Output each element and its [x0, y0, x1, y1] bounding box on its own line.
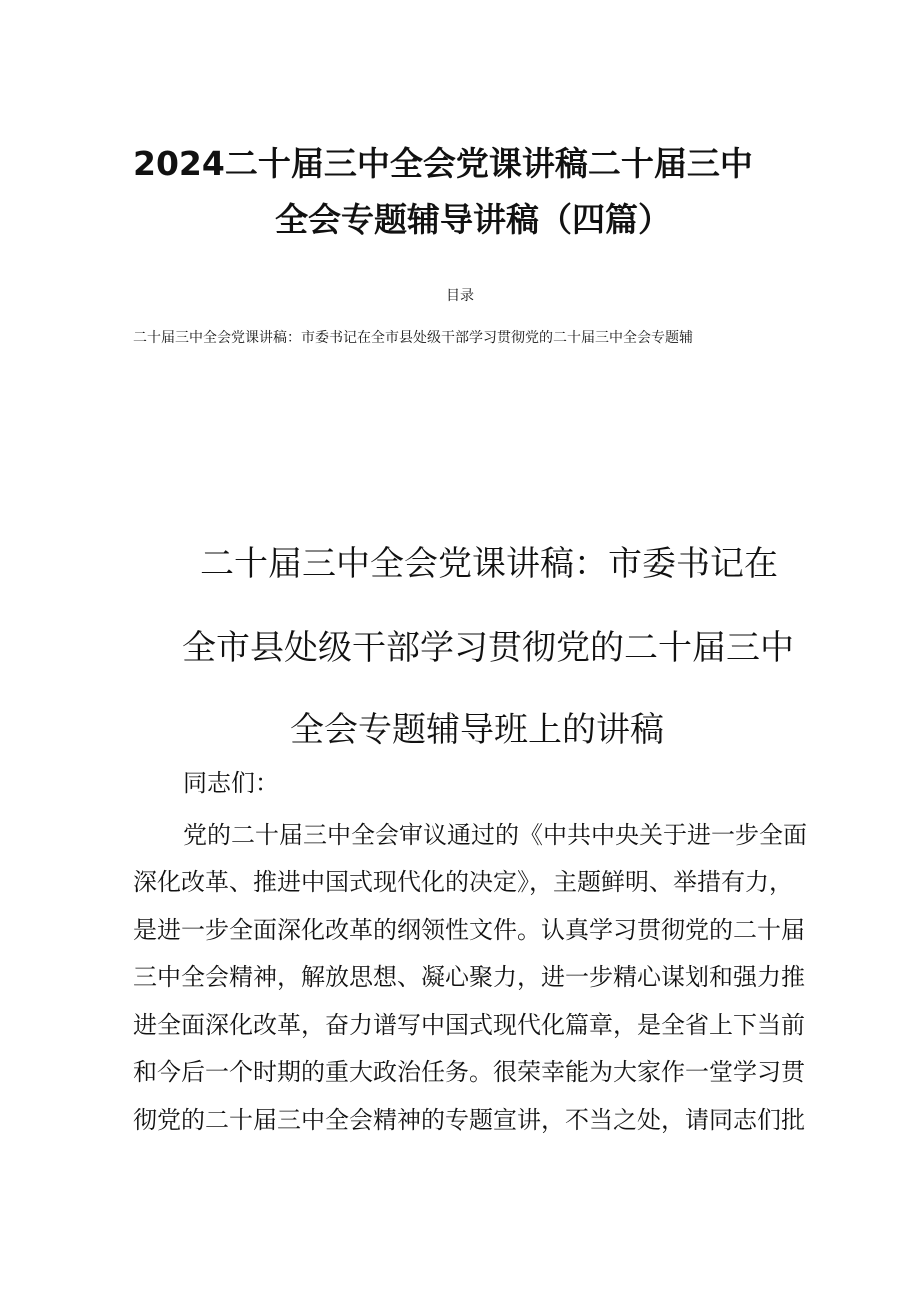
paragraph-line: 是进一步全面深化改革的纲领性文件。认真学习贯彻党的二十届 — [133, 916, 805, 944]
document-title-line-1: 2024二十届三中全会党课讲稿二十届三中 — [133, 144, 753, 183]
toc-heading: 目录 — [446, 288, 474, 304]
paragraph-line: 深化改革、推进中国式现代化的决定》，主题鲜明、举措有力， — [133, 868, 793, 896]
section-title-line-3: 全会专题辅导班上的讲稿 — [290, 710, 664, 750]
toc-item[interactable]: 二十届三中全会党课讲稿：市委书记在全市县处级干部学习贯彻党的二十届三中全会专题辅 — [133, 330, 693, 346]
paragraph-line: 进全面深化改革，奋力谱写中国式现代化篇章，是全省上下当前 — [133, 1011, 805, 1039]
paragraph-line: 彻党的二十届三中全会精神的专题宣讲，不当之处，请同志们批 — [133, 1106, 805, 1134]
section-title-line-2: 全市县处级干部学习贯彻党的二十届三中 — [182, 628, 794, 668]
paragraph-line: 三中全会精神，解放思想、凝心聚力，进一步精心谋划和强力推 — [133, 963, 805, 991]
paragraph-line: 党的二十届三中全会审议通过的《中共中央关于进一步全面 — [183, 821, 807, 849]
paragraph-line: 和今后一个时期的重大政治任务。很荣幸能为大家作一堂学习贯 — [133, 1058, 805, 1086]
document-title-line-2: 全会专题辅导讲稿（四篇） — [275, 200, 671, 239]
greeting: 同志们： — [183, 769, 279, 797]
section-title-line-1: 二十届三中全会党课讲稿：市委书记在 — [200, 544, 778, 584]
